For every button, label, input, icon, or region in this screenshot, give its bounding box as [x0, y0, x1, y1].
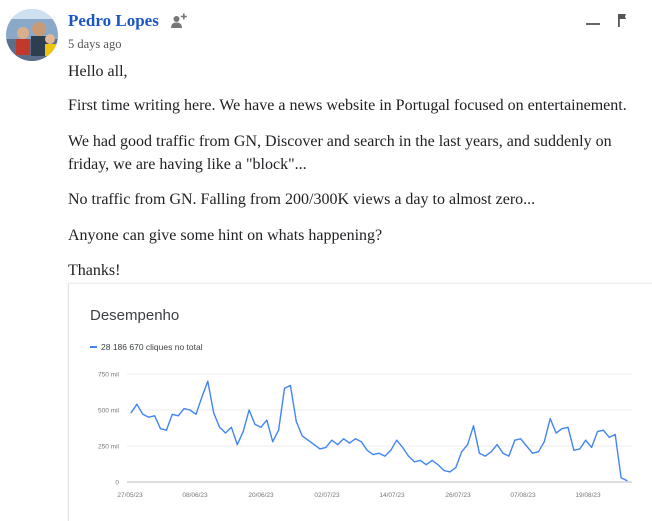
data-point: [538, 451, 539, 452]
data-point: [278, 430, 279, 431]
line-chart: [69, 284, 652, 521]
series-line: [131, 381, 627, 480]
legend-label: 28 186 670 cliques no total: [101, 342, 203, 352]
data-point: [219, 427, 220, 428]
data-point: [189, 409, 190, 410]
data-point: [325, 447, 326, 448]
x-tick-label: 20/06/23: [248, 492, 274, 499]
data-point: [266, 420, 267, 421]
data-point: [520, 438, 521, 439]
data-point: [207, 381, 208, 382]
data-point: [373, 454, 374, 455]
data-point: [550, 418, 551, 419]
data-point: [337, 444, 338, 445]
y-tick-label: 750 mil: [98, 371, 119, 379]
data-point: [142, 414, 143, 415]
data-point: [308, 440, 309, 441]
data-point: [591, 447, 592, 448]
post-paragraph: Thanks!: [68, 262, 121, 279]
data-point: [621, 477, 622, 478]
data-point: [567, 427, 568, 428]
post-paragraph: We had good traffic from GN, Discover and search in the last years, and suddenly on friday, we are having like a "block"...: [68, 133, 612, 173]
minus-icon[interactable]: [585, 14, 601, 28]
data-point: [396, 440, 397, 441]
data-point: [443, 470, 444, 471]
data-point: [136, 404, 137, 405]
data-point: [284, 388, 285, 389]
data-point: [508, 456, 509, 457]
data-point: [514, 440, 515, 441]
data-point: [461, 451, 462, 452]
data-point: [544, 441, 545, 442]
data-point: [313, 444, 314, 445]
data-point: [573, 450, 574, 451]
data-point: [597, 431, 598, 432]
data-point: [290, 385, 291, 386]
chart-title: Desempenho: [90, 307, 180, 324]
post-paragraph: No traffic from GN. Falling from 200/300K views a day to almost zero...: [68, 191, 536, 208]
data-point: [201, 396, 202, 397]
data-point: [420, 460, 421, 461]
data-point: [502, 453, 503, 454]
data-point: [609, 437, 610, 438]
x-tick-label: 27/05/23: [117, 492, 143, 499]
x-tick-label: 08/06/23: [182, 492, 208, 499]
data-point: [437, 464, 438, 465]
data-point: [130, 412, 131, 413]
data-point: [172, 414, 173, 415]
data-point: [237, 444, 238, 445]
data-point: [367, 450, 368, 451]
data-point: [455, 467, 456, 468]
data-point: [432, 460, 433, 461]
data-point: [556, 432, 557, 433]
post-paragraph: Hello all,: [68, 63, 128, 80]
data-point: [361, 441, 362, 442]
data-point: [390, 450, 391, 451]
data-point: [603, 430, 604, 431]
data-point: [426, 464, 427, 465]
post-paragraph: First time writing here. We have a news website in Portugal focused on entertainement.: [68, 97, 627, 114]
post-timestamp: 5 days ago: [68, 37, 122, 51]
data-point: [272, 441, 273, 442]
data-point: [491, 451, 492, 452]
data-point: [485, 456, 486, 457]
data-point: [561, 428, 562, 429]
data-point: [349, 443, 350, 444]
data-point: [384, 456, 385, 457]
x-tick-label: 14/07/23: [379, 492, 405, 499]
data-point: [225, 432, 226, 433]
data-point: [378, 453, 379, 454]
x-tick-label: 07/08/23: [510, 492, 536, 499]
x-tick-label: 02/07/23: [314, 492, 340, 499]
flag-icon[interactable]: [615, 12, 629, 28]
author-name[interactable]: Pedro Lopes: [68, 11, 159, 30]
data-point: [166, 430, 167, 431]
x-tick-label: 26/07/23: [445, 492, 471, 499]
data-point: [414, 461, 415, 462]
data-point: [184, 408, 185, 409]
data-point: [479, 453, 480, 454]
y-tick-label: 250 mil: [98, 443, 119, 451]
data-point: [449, 471, 450, 472]
data-point: [243, 431, 244, 432]
avatar[interactable]: [6, 9, 58, 61]
y-tick-label: 0: [115, 479, 119, 487]
data-point: [532, 453, 533, 454]
data-point: [302, 435, 303, 436]
data-point: [355, 438, 356, 439]
data-point: [254, 424, 255, 425]
data-point: [526, 445, 527, 446]
data-point: [148, 417, 149, 418]
data-point: [497, 444, 498, 445]
data-point: [296, 421, 297, 422]
data-point: [585, 440, 586, 441]
data-point: [467, 444, 468, 445]
x-tick-label: 19/08/23: [575, 492, 601, 499]
data-point: [408, 456, 409, 457]
data-point: [579, 448, 580, 449]
data-point: [160, 428, 161, 429]
data-point: [249, 409, 250, 410]
data-point: [615, 434, 616, 435]
data-point: [213, 412, 214, 413]
data-point: [231, 427, 232, 428]
data-point: [343, 438, 344, 439]
add-person-icon[interactable]: [170, 12, 188, 30]
data-point: [473, 425, 474, 426]
data-point: [260, 427, 261, 428]
data-point: [178, 415, 179, 416]
data-point: [154, 415, 155, 416]
data-point: [626, 480, 627, 481]
data-point: [402, 447, 403, 448]
data-point: [195, 414, 196, 415]
data-point: [319, 448, 320, 449]
post-paragraph: Anyone can give some hint on whats happening?: [68, 227, 383, 244]
y-tick-label: 500 mil: [98, 407, 119, 415]
chart-image[interactable]: [68, 283, 652, 521]
data-point: [331, 440, 332, 441]
